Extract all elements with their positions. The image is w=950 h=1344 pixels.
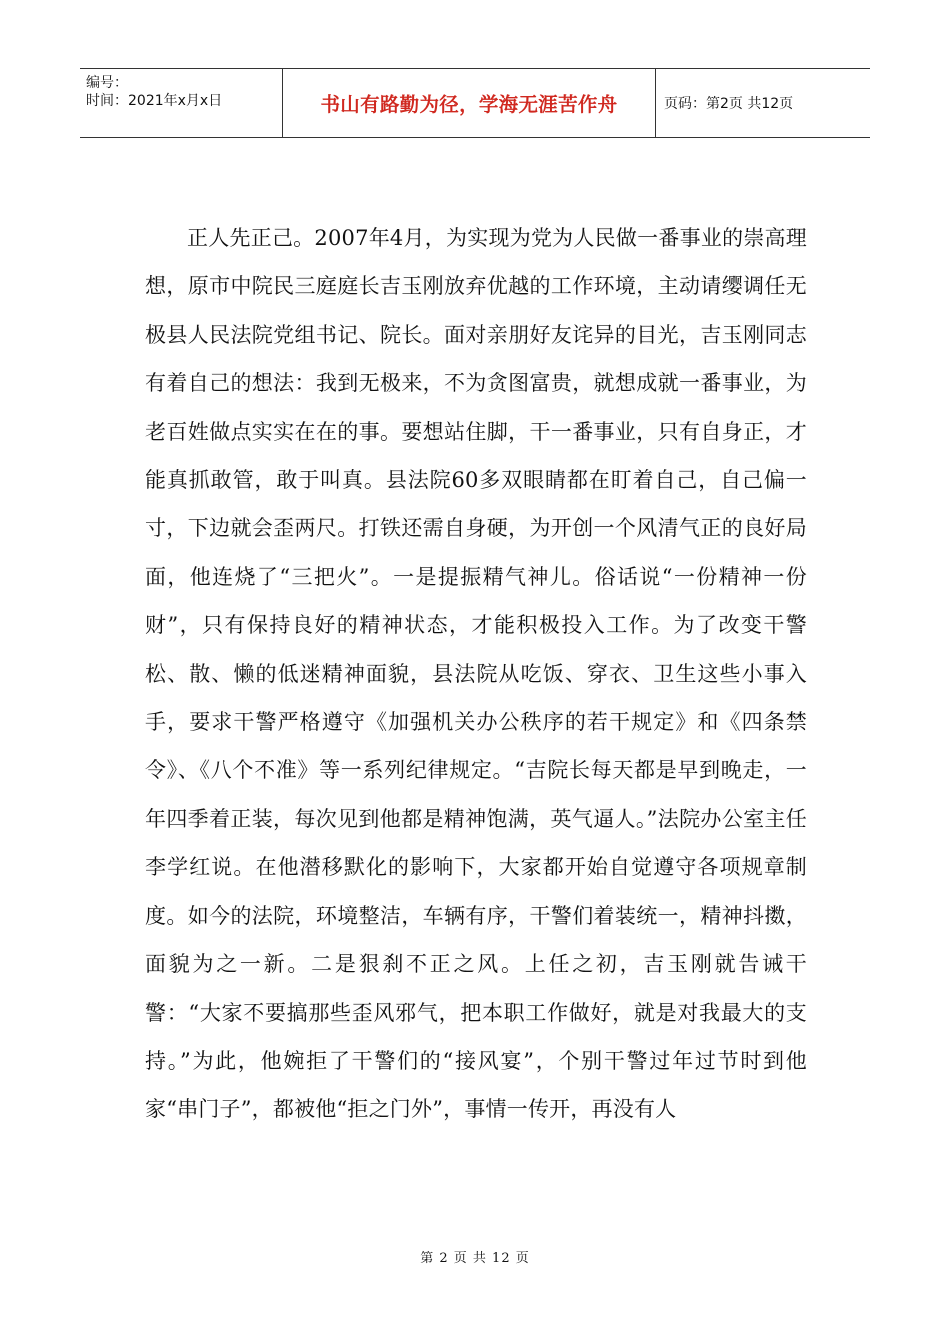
body-paragraph: 正人先正己。2007年4月，为实现为党为人民做一番事业的崇高理想，原市中院民三庭庭长吉玉刚放弃优越的工作环境，主动请缨调任无极县人民法院党组书记、院长。面对亲朋好友诧异的目光，吉玉刚同志有着自己的想法：我到无极来，不为贪图富贵，就想成就一番事业，为老百姓做点实实在在的事。要想站住脚，干一番事业，只有自身正，才能真抓敢管，敢于叫真。县法院60多双眼睛都在盯着自己，自己偏一寸，下边就会歪两尺。打铁还需自身硬，为开创一个风清气正的良好局面，他连烧了“三把火”。一是提振精气神儿。俗话说“一份精神一份财”，只有保持良好的精神状态，才能积极投入工作。为了改变干警松、散、懒的低迷精神面貌，县法院从吃饭、穿衣、卫生这些小事入手，要求干警严格遵守《加强机关办公秩序的若干规定》和《四条禁令》、《八个不准》等一系列纪律规定。“吉院长每天都是早到晚走，一年四季着正装，每次见到他都是精神饱满，英气逼人。”法院办公室主任李学红说。在他潜移默化的影响下，大家都开始自觉遵守各项规章制度。如今的法院，环境整洁，车辆有序，干警们着装统一，精神抖擞，面貌为之一新。二是狠刹不正之风。上任之初，吉玉刚就告诫干警：“大家不要搞那些歪风邪气，把本职工作做好，就是对我最大的支持。”为此，他婉拒了干警们的“接风宴”，个别干警过年过节时到他家“串门子”，都被他“拒之门外”，事情一传开，再没有人 (145, 226, 807, 1122)
code-label: 编号： (86, 75, 128, 91)
header-meta (80, 69, 283, 137)
header-page-label: 页码：第2页 共12页 (664, 96, 794, 112)
page-header (80, 68, 870, 138)
time-label: 时间：2021年x月x日 (86, 93, 223, 109)
page-footer: 第 2 页 共 12 页 (420, 1251, 530, 1266)
header-motto: 书山有路勤为径，学海无涯苦作舟 (283, 69, 656, 137)
